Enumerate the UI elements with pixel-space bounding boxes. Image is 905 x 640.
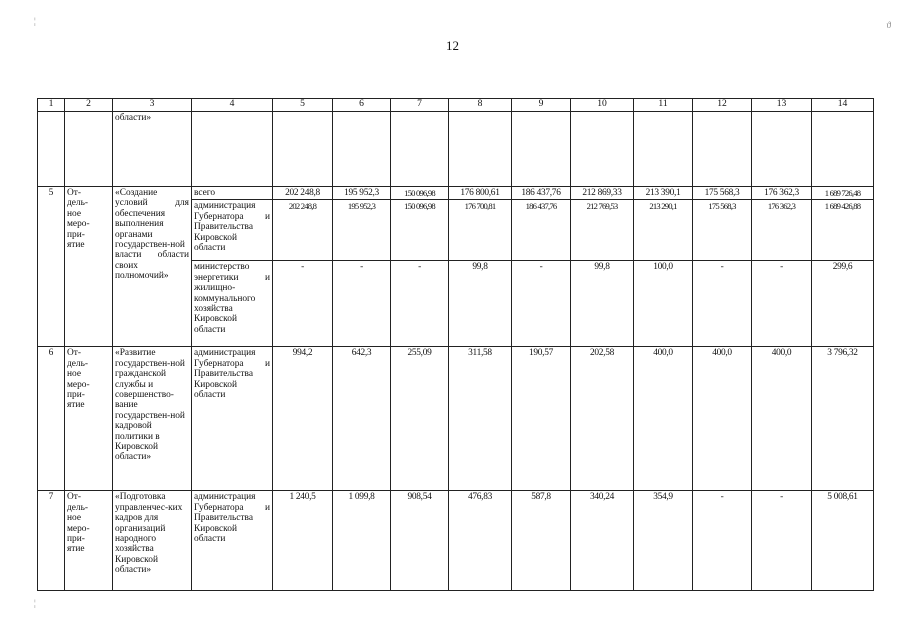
- value-cell: 340,24: [571, 491, 634, 591]
- measure-type-cell: От- дель- ное меро- при- ятие: [65, 187, 113, 347]
- table-row: [38, 187, 874, 200]
- value-cell: -: [273, 261, 333, 347]
- header-cell: 8: [449, 99, 512, 112]
- value-cell: 175 568,3: [693, 187, 752, 200]
- page-number: 12: [446, 38, 459, 53]
- header-cell: 7: [391, 99, 449, 112]
- header-cell: 3: [113, 99, 192, 112]
- value-cell: 1 240,5: [273, 491, 333, 591]
- value-cell: 1 689 426,88: [812, 200, 874, 261]
- value-cell: 195 952,3: [333, 200, 391, 261]
- value-cell: -: [693, 491, 752, 591]
- measure-name-cell: области»: [113, 112, 192, 187]
- measure-type-cell: От- дель- ное меро- при- ятие: [65, 347, 113, 491]
- value-cell: 587,8: [512, 491, 571, 591]
- measure-name-cell: «Создание условий для обеспечения выполнения органами государствен-ной власти области своих полномочий»: [113, 187, 192, 347]
- value-cell: 908,54: [391, 491, 449, 591]
- value-cell: 400,0: [752, 347, 812, 491]
- value-cell: 354,9: [634, 491, 693, 591]
- scan-mark: ¦: [34, 598, 36, 608]
- scan-mark: ¦: [34, 16, 36, 26]
- value-cell: 400,0: [693, 347, 752, 491]
- scan-mark: ϑ: [886, 20, 891, 30]
- header-cell: 11: [634, 99, 693, 112]
- value-cell: 190,57: [512, 347, 571, 491]
- value-cell: 99,8: [449, 261, 512, 347]
- header-cell: 14: [812, 99, 874, 112]
- value-cell: 202 248,8: [273, 200, 333, 261]
- table-row: [38, 347, 874, 491]
- header-cell: 9: [512, 99, 571, 112]
- value-cell: 176 362,3: [752, 187, 812, 200]
- value-cell: 176 362,3: [752, 200, 812, 261]
- value-cell: -: [391, 261, 449, 347]
- header-cell: 5: [273, 99, 333, 112]
- row-number-cell: 5: [38, 187, 65, 347]
- value-cell: 1 689 726,48: [812, 187, 874, 200]
- value-cell: -: [512, 261, 571, 347]
- value-cell: 150 096,98: [391, 187, 449, 200]
- measure-name-cell: «Развитие государствен-ной гражданской службы и совершенство-вание государствен-ной кадровой политики в Кировской области»: [113, 347, 192, 491]
- executor-cell: министерство энергетики и жилищно-коммунального хозяйства Кировской области: [192, 261, 273, 347]
- value-cell: 186 437,76: [512, 187, 571, 200]
- value-cell: 176 800,61: [449, 187, 512, 200]
- header-cell: 4: [192, 99, 273, 112]
- value-cell: 202 248,8: [273, 187, 333, 200]
- value-cell: 213 390,1: [634, 187, 693, 200]
- value-cell: 175 568,3: [693, 200, 752, 261]
- value-cell: -: [752, 261, 812, 347]
- measure-name-cell: «Подготовка управленчес-ких кадров для организаций народного хозяйства Кировской области»: [113, 491, 192, 591]
- value-cell: 213 290,1: [634, 200, 693, 261]
- executor-cell: всего: [192, 187, 273, 200]
- value-cell: 3 796,32: [812, 347, 874, 491]
- value-cell: 299,6: [812, 261, 874, 347]
- table-row: [38, 491, 874, 591]
- value-cell: 1 099,8: [333, 491, 391, 591]
- value-cell: 994,2: [273, 347, 333, 491]
- value-cell: 202,58: [571, 347, 634, 491]
- measure-type-cell: От- дель- ное меро- при- ятие: [65, 491, 113, 591]
- row-number-cell: 7: [38, 491, 65, 591]
- header-cell: 10: [571, 99, 634, 112]
- value-cell: -: [752, 491, 812, 591]
- executor-cell: администрация Губернатора и Правительства Кировской области: [192, 200, 273, 261]
- value-cell: 186 437,76: [512, 200, 571, 261]
- table-row-continuation: [38, 112, 874, 187]
- value-cell: 212 869,33: [571, 187, 634, 200]
- header-cell: 1: [38, 99, 65, 112]
- row-number-cell: 6: [38, 347, 65, 491]
- financing-table: [37, 98, 874, 591]
- value-cell: 212 769,53: [571, 200, 634, 261]
- value-cell: 176 700,81: [449, 200, 512, 261]
- header-cell: 13: [752, 99, 812, 112]
- executor-cell: администрация Губернатора и Правительства Кировской области: [192, 491, 273, 591]
- value-cell: 476,83: [449, 491, 512, 591]
- value-cell: 400,0: [634, 347, 693, 491]
- value-cell: 311,58: [449, 347, 512, 491]
- value-cell: 100,0: [634, 261, 693, 347]
- value-cell: 255,09: [391, 347, 449, 491]
- value-cell: 195 952,3: [333, 187, 391, 200]
- value-cell: 150 096,98: [391, 200, 449, 261]
- header-cell: 6: [333, 99, 391, 112]
- value-cell: -: [693, 261, 752, 347]
- table-header-row: [38, 99, 874, 112]
- header-cell: 12: [693, 99, 752, 112]
- header-cell: 2: [65, 99, 113, 112]
- value-cell: -: [333, 261, 391, 347]
- value-cell: 99,8: [571, 261, 634, 347]
- value-cell: 5 008,61: [812, 491, 874, 591]
- value-cell: 642,3: [333, 347, 391, 491]
- executor-cell: администрация Губернатора и Правительства Кировской области: [192, 347, 273, 491]
